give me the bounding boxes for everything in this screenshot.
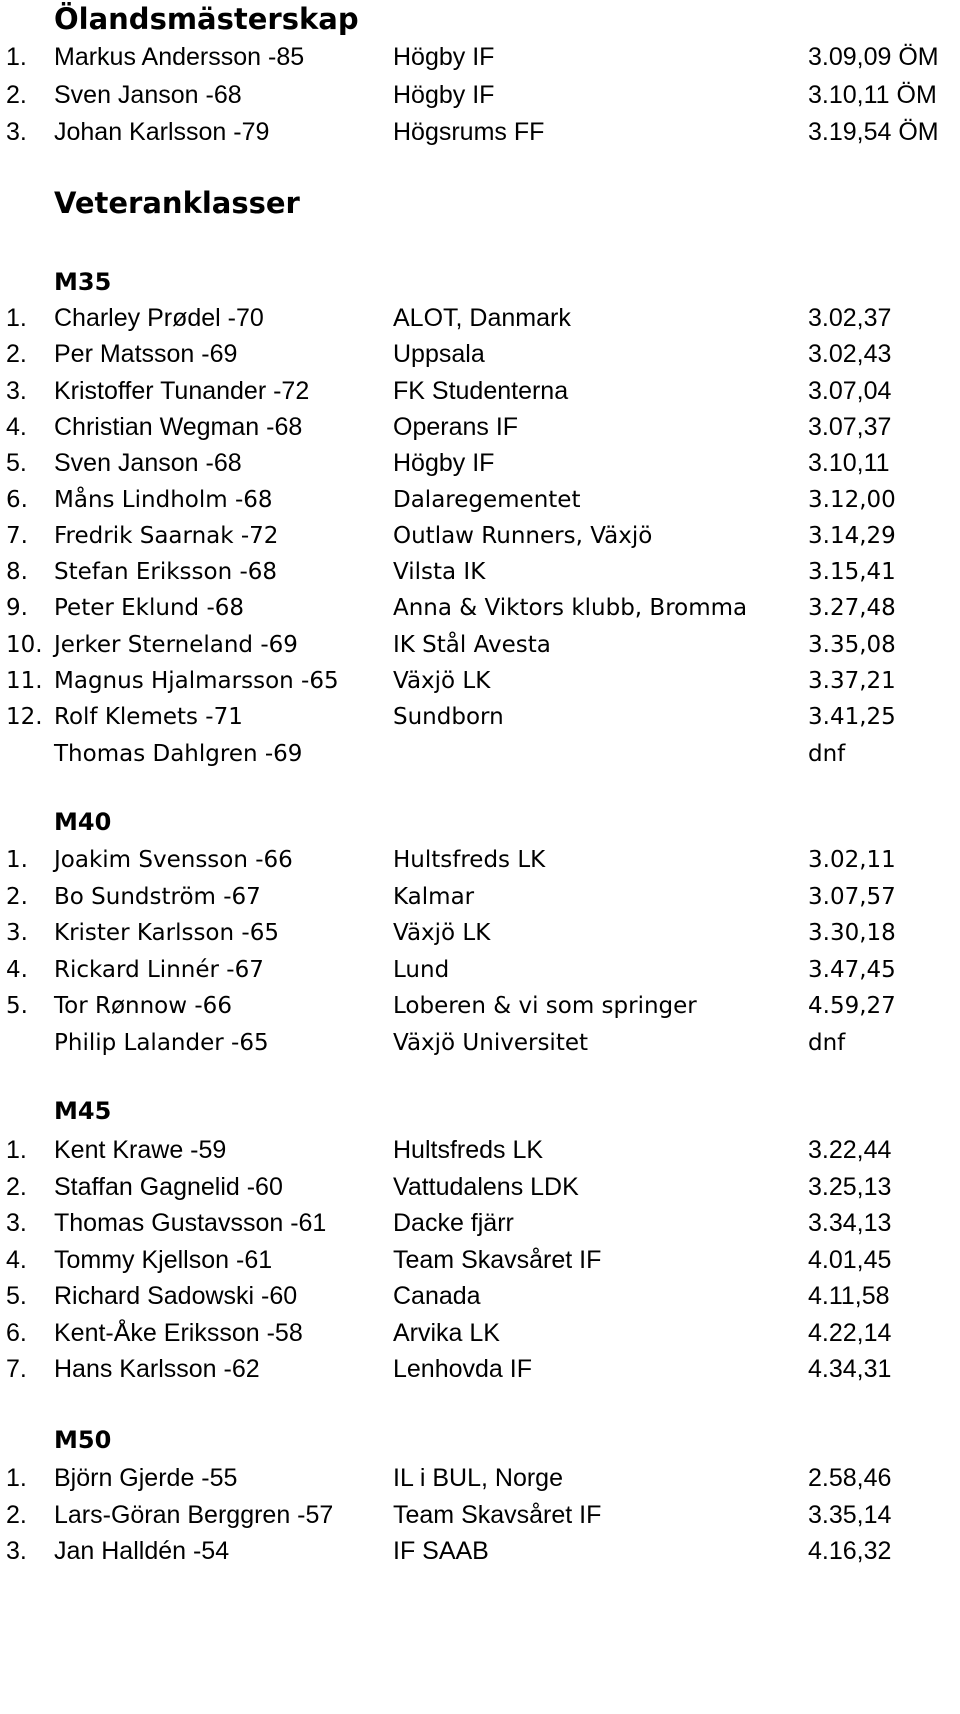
result-time: dnf xyxy=(808,1030,846,1056)
result-time: 4.22,14 xyxy=(808,1318,892,1347)
result-club: Högsrums FF xyxy=(393,118,545,146)
result-rank: 6. xyxy=(6,486,28,513)
result-name: Magnus Hjalmarsson -65 xyxy=(54,668,339,694)
result-time: 3.30,18 xyxy=(808,920,896,947)
result-time: 4.11,58 xyxy=(808,1282,890,1310)
result-row xyxy=(0,1205,960,1241)
result-row xyxy=(0,373,960,409)
result-rank: 1. xyxy=(6,847,28,873)
result-time: 3.41,25 xyxy=(808,704,896,731)
result-name: Philip Lalander -65 xyxy=(54,1030,269,1056)
result-club: Canada xyxy=(393,1282,481,1310)
result-row xyxy=(0,1025,960,1061)
result-club: ALOT, Danmark xyxy=(393,304,571,332)
result-row xyxy=(0,336,960,372)
result-rank: 3. xyxy=(6,1209,27,1237)
result-time: dnf xyxy=(808,740,846,767)
result-name: Per Matsson -69 xyxy=(54,340,238,369)
section-title: M35 xyxy=(54,268,112,296)
result-row xyxy=(0,1533,960,1569)
result-club: Hultsfreds LK xyxy=(393,1136,544,1164)
result-club: Arvika LK xyxy=(393,1318,500,1347)
result-club: Högby IF xyxy=(393,43,495,71)
result-club: Växjö LK xyxy=(393,668,491,694)
result-club: IK Stål Avesta xyxy=(393,631,551,658)
result-time: 3.07,37 xyxy=(808,412,892,441)
result-row xyxy=(0,114,960,150)
result-rank: 2. xyxy=(6,1500,27,1529)
result-club: IL i BUL, Norge xyxy=(393,1464,563,1492)
result-club: Dalaregementet xyxy=(393,486,581,513)
result-club: Växjö LK xyxy=(393,920,491,947)
result-row xyxy=(0,445,960,481)
result-row xyxy=(0,1132,960,1168)
result-name: Kristoffer Tunander -72 xyxy=(54,376,310,405)
result-club: Högby IF xyxy=(393,449,495,478)
result-time: 4.59,27 xyxy=(808,993,896,1020)
result-rank: 7. xyxy=(6,1355,27,1383)
result-rank: 5. xyxy=(6,1282,27,1310)
result-name: Hans Karlsson -62 xyxy=(54,1355,260,1383)
section-title: M45 xyxy=(54,1097,112,1125)
result-row xyxy=(0,915,960,951)
result-rank: 3. xyxy=(6,1537,27,1565)
result-rank: 8. xyxy=(6,559,28,586)
result-name: Rickard Linnér -67 xyxy=(54,956,264,983)
result-name: Staffan Gagnelid -60 xyxy=(54,1172,283,1201)
result-name: Krister Karlsson -65 xyxy=(54,920,279,947)
result-row xyxy=(0,1315,960,1351)
result-club: Högby IF xyxy=(393,80,495,109)
result-club: Sundborn xyxy=(393,704,504,731)
result-row xyxy=(0,1242,960,1278)
result-club: Lenhovda IF xyxy=(393,1355,532,1383)
result-time: 2.58,46 xyxy=(808,1464,892,1492)
result-time: 3.27,48 xyxy=(808,595,896,622)
result-name: Stefan Eriksson -68 xyxy=(54,559,278,586)
result-row xyxy=(0,590,960,626)
section-title: M40 xyxy=(54,808,112,836)
result-club: Dacke fjärr xyxy=(393,1209,514,1237)
result-time: 4.16,32 xyxy=(808,1537,892,1565)
result-club: Operans IF xyxy=(393,412,519,441)
result-name: Kent-Åke Eriksson -58 xyxy=(54,1318,303,1347)
result-rank: 3. xyxy=(6,118,27,146)
result-rank: 3. xyxy=(6,920,28,947)
result-rank: 11. xyxy=(6,668,43,694)
result-row xyxy=(0,1460,960,1496)
result-rank: 3. xyxy=(6,376,27,405)
result-name: Johan Karlsson -79 xyxy=(54,118,270,146)
result-time: 3.47,45 xyxy=(808,956,896,983)
result-rank: 9. xyxy=(6,595,28,622)
result-club: Kalmar xyxy=(393,883,475,910)
result-club: Loberen & vi som springer xyxy=(393,993,697,1020)
result-rank: 2. xyxy=(6,340,27,369)
result-name: Joakim Svensson -66 xyxy=(54,847,293,873)
result-club: Anna & Viktors klubb, Bromma xyxy=(393,595,748,622)
result-time: 3.35,14 xyxy=(808,1500,892,1529)
result-name: Richard Sadowski -60 xyxy=(54,1282,298,1310)
result-row xyxy=(0,736,960,772)
result-name: Peter Eklund -68 xyxy=(54,595,245,622)
result-time: 3.02,43 xyxy=(808,340,892,369)
result-club: Outlaw Runners, Växjö xyxy=(393,522,653,549)
result-rank: 1. xyxy=(6,43,27,71)
result-time: 3.15,41 xyxy=(808,559,896,586)
result-club: Uppsala xyxy=(393,340,485,369)
result-row xyxy=(0,1169,960,1205)
result-row xyxy=(0,300,960,336)
result-time: 4.01,45 xyxy=(808,1245,892,1274)
result-row xyxy=(0,842,960,878)
result-row xyxy=(0,627,960,663)
section-title: M50 xyxy=(54,1426,112,1454)
result-time: 3.02,11 xyxy=(808,847,896,873)
result-name: Sven Janson -68 xyxy=(54,80,242,109)
result-time: 3.35,08 xyxy=(808,631,896,658)
result-name: Fredrik Saarnak -72 xyxy=(54,522,279,549)
result-row xyxy=(0,482,960,518)
result-rank: 1. xyxy=(6,1136,27,1164)
result-club: Lund xyxy=(393,956,450,983)
result-row xyxy=(0,554,960,590)
result-club: IF SAAB xyxy=(393,1537,489,1565)
result-rank: 2. xyxy=(6,80,27,109)
result-rank: 1. xyxy=(6,1464,27,1492)
result-time: 3.22,44 xyxy=(808,1136,892,1164)
section-title: Veteranklasser xyxy=(54,186,300,220)
result-rank: 6. xyxy=(6,1318,27,1347)
result-row xyxy=(0,879,960,915)
result-row xyxy=(0,699,960,735)
result-rank: 5. xyxy=(6,993,28,1020)
result-name: Christian Wegman -68 xyxy=(54,412,303,441)
result-name: Thomas Gustavsson -61 xyxy=(54,1209,327,1237)
result-club: Vilsta IK xyxy=(393,559,486,586)
result-time: 3.10,11 ÖM xyxy=(808,80,937,109)
result-row xyxy=(0,1351,960,1387)
result-rank: 1. xyxy=(6,304,27,332)
result-name: Sven Janson -68 xyxy=(54,449,242,478)
result-time: 3.09,09 ÖM xyxy=(808,43,939,71)
result-name: Måns Lindholm -68 xyxy=(54,486,273,513)
result-rank: 12. xyxy=(6,704,43,731)
result-row xyxy=(0,39,960,75)
result-club: Vattudalens LDK xyxy=(393,1172,579,1201)
result-time: 3.10,11 xyxy=(808,449,890,478)
result-club: Växjö Universitet xyxy=(393,1030,589,1056)
result-club: Team Skavsåret IF xyxy=(393,1245,602,1274)
section-title: Ölandsmästerskap xyxy=(54,2,359,36)
result-name: Lars-Göran Berggren -57 xyxy=(54,1500,334,1529)
result-name: Jan Halldén -54 xyxy=(54,1537,230,1565)
result-name: Charley Prødel -70 xyxy=(54,304,264,332)
result-rank: 7. xyxy=(6,522,28,549)
result-row xyxy=(0,409,960,445)
result-name: Rolf Klemets -71 xyxy=(54,704,243,731)
result-time: 3.19,54 ÖM xyxy=(808,118,939,146)
result-rank: 10. xyxy=(6,631,43,658)
result-time: 3.25,13 xyxy=(808,1172,892,1201)
result-name: Kent Krawe -59 xyxy=(54,1136,227,1164)
result-name: Björn Gjerde -55 xyxy=(54,1464,238,1492)
result-row xyxy=(0,1497,960,1533)
result-time: 3.07,04 xyxy=(808,376,892,405)
result-time: 3.34,13 xyxy=(808,1209,892,1237)
result-rank: 2. xyxy=(6,1172,27,1201)
result-time: 3.07,57 xyxy=(808,883,896,910)
result-row xyxy=(0,663,960,699)
result-time: 4.34,31 xyxy=(808,1355,892,1383)
result-rank: 4. xyxy=(6,956,28,983)
result-name: Tor Rønnow -66 xyxy=(54,993,232,1020)
result-row xyxy=(0,77,960,113)
result-row xyxy=(0,1278,960,1314)
result-name: Markus Andersson -85 xyxy=(54,43,305,71)
result-club: Hultsfreds LK xyxy=(393,847,546,873)
result-club: Team Skavsåret IF xyxy=(393,1500,602,1529)
result-name: Tommy Kjellson -61 xyxy=(54,1245,273,1274)
result-rank: 4. xyxy=(6,1245,27,1274)
result-name: Jerker Sterneland -69 xyxy=(54,631,298,658)
result-rank: 4. xyxy=(6,412,27,441)
result-club: FK Studenterna xyxy=(393,376,569,405)
result-time: 3.02,37 xyxy=(808,304,892,332)
result-name: Thomas Dahlgren -69 xyxy=(54,740,303,767)
result-rank: 2. xyxy=(6,883,28,910)
result-name: Bo Sundström -67 xyxy=(54,883,261,910)
result-row xyxy=(0,952,960,988)
result-time: 3.12,00 xyxy=(808,486,896,513)
result-row xyxy=(0,988,960,1024)
result-rank: 5. xyxy=(6,449,27,478)
result-row xyxy=(0,518,960,554)
result-time: 3.37,21 xyxy=(808,668,896,694)
result-time: 3.14,29 xyxy=(808,522,896,549)
